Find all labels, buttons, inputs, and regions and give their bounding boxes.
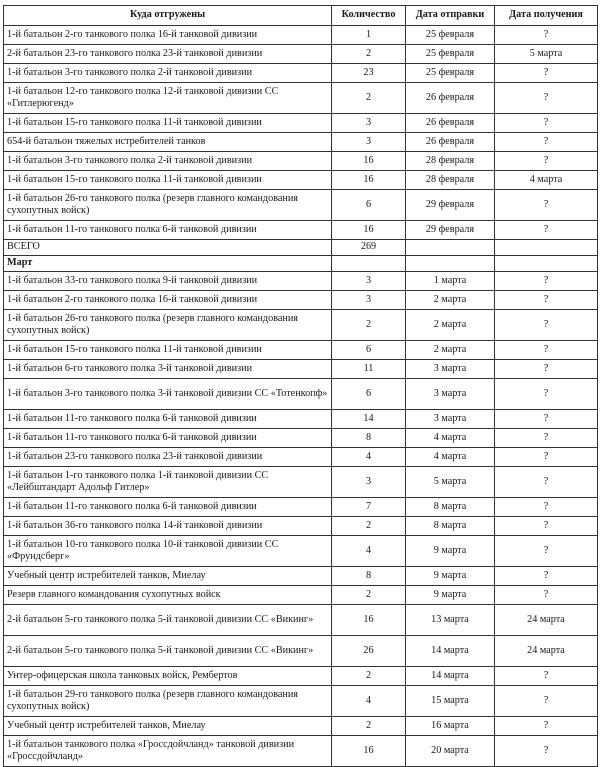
destination-cell: 1-й батальон 26-го танкового полка (резерв главного командования сухопутных войск)	[4, 190, 332, 221]
table-row	[4, 517, 598, 536]
receive-date-cell: ?	[495, 536, 598, 567]
receive-date-cell: ?	[495, 133, 598, 152]
quantity-cell: 2	[332, 586, 406, 605]
header-destination: Куда отгружены	[4, 6, 332, 26]
ship-date-cell: 28 февраля	[406, 171, 495, 190]
ship-date-cell: 26 февраля	[406, 83, 495, 114]
ship-date-cell: 4 марта	[406, 448, 495, 467]
ship-date-cell: 1 марта	[406, 272, 495, 291]
receive-date-cell: ?	[495, 686, 598, 717]
destination-cell: Унтер-офицерская школа танковых войск, Рембертов	[4, 667, 332, 686]
quantity-cell: 16	[332, 171, 406, 190]
ship-date-cell: 26 февраля	[406, 114, 495, 133]
receive-date-cell: ?	[495, 341, 598, 360]
ship-date-cell: 16 марта	[406, 717, 495, 736]
ship-date-cell: 8 марта	[406, 498, 495, 517]
ship-date-cell: 14 марта	[406, 667, 495, 686]
table-row	[4, 736, 598, 767]
destination-cell: 1-й батальон 3-го танкового полка 2-й танковой дивизии	[4, 64, 332, 83]
total-row	[4, 240, 598, 256]
quantity-cell: 2	[332, 83, 406, 114]
destination-cell: 1-й батальон 3-го танкового полка 2-й танковой дивизии	[4, 152, 332, 171]
header-quantity: Количество	[332, 6, 406, 26]
destination-cell: 1-й батальон 29-го танкового полка (резерв главного командования сухопутных войск)	[4, 686, 332, 717]
receive-date-cell: ?	[495, 498, 598, 517]
table-row	[4, 536, 598, 567]
table-row	[4, 567, 598, 586]
destination-cell: 2-й батальон 5-го танкового полка 5-й танковой дивизии СС «Викинг»	[4, 605, 332, 636]
receive-date-cell: ?	[495, 586, 598, 605]
destination-cell: 1-й батальон 36-го танкового полка 14-й танковой дивизии	[4, 517, 332, 536]
receive-date-cell: ?	[495, 379, 598, 410]
destination-cell: 1-й батальон 11-го танкового полка 6-й танковой дивизии	[4, 429, 332, 448]
ship-date-cell: 9 марта	[406, 586, 495, 605]
table-row	[4, 429, 598, 448]
total-empty-cell	[495, 240, 598, 256]
receive-date-cell: ?	[495, 448, 598, 467]
destination-cell: 1-й батальон 26-го танкового полка (резерв главного командования сухопутных войск)	[4, 310, 332, 341]
ship-date-cell: 2 марта	[406, 341, 495, 360]
ship-date-cell: 14 марта	[406, 636, 495, 667]
ship-date-cell: 3 марта	[406, 360, 495, 379]
destination-cell: 1-й батальон 11-го танкового полка 6-й танковой дивизии	[4, 221, 332, 240]
table-row	[4, 221, 598, 240]
quantity-cell: 3	[332, 291, 406, 310]
receive-date-cell: ?	[495, 310, 598, 341]
table-row	[4, 498, 598, 517]
quantity-cell: 6	[332, 379, 406, 410]
total-quantity: 269	[332, 240, 406, 256]
section-empty-cell	[332, 256, 406, 272]
receive-date-cell: ?	[495, 736, 598, 767]
quantity-cell: 4	[332, 448, 406, 467]
ship-date-cell: 25 февраля	[406, 45, 495, 64]
receive-date-cell: 5 марта	[495, 45, 598, 64]
quantity-cell: 3	[332, 133, 406, 152]
quantity-cell: 3	[332, 114, 406, 133]
receive-date-cell: ?	[495, 517, 598, 536]
receive-date-cell: ?	[495, 360, 598, 379]
destination-cell: Учебный центр истребителей танков, Миелау	[4, 717, 332, 736]
receive-date-cell: ?	[495, 152, 598, 171]
quantity-cell: 1	[332, 26, 406, 45]
section-label: Март	[4, 256, 332, 272]
quantity-cell: 2	[332, 517, 406, 536]
ship-date-cell: 26 февраля	[406, 133, 495, 152]
ship-date-cell: 15 марта	[406, 686, 495, 717]
quantity-cell: 4	[332, 686, 406, 717]
ship-date-cell: 28 февраля	[406, 152, 495, 171]
destination-cell: 1-й батальон 15-го танкового полка 11-й танковой дивизии	[4, 341, 332, 360]
table-row	[4, 341, 598, 360]
destination-cell: 1-й батальон 2-го танкового полка 16-й танковой дивизии	[4, 26, 332, 45]
receive-date-cell: ?	[495, 26, 598, 45]
february-rows	[4, 26, 598, 240]
quantity-cell: 16	[332, 605, 406, 636]
quantity-cell: 16	[332, 221, 406, 240]
receive-date-cell: ?	[495, 291, 598, 310]
section-empty-cell	[495, 256, 598, 272]
table-row	[4, 667, 598, 686]
table-row	[4, 64, 598, 83]
quantity-cell: 23	[332, 64, 406, 83]
quantity-cell: 3	[332, 272, 406, 291]
destination-cell: 654-й батальон тяжелых истребителей танков	[4, 133, 332, 152]
ship-date-cell: 20 марта	[406, 736, 495, 767]
total-label: ВСЕГО	[4, 240, 332, 256]
table-row	[4, 310, 598, 341]
ship-date-cell: 3 марта	[406, 379, 495, 410]
ship-date-cell: 25 февраля	[406, 64, 495, 83]
table-row	[4, 133, 598, 152]
table-row	[4, 114, 598, 133]
destination-cell: 2-й батальон 23-го танкового полка 23-й танковой дивизии	[4, 45, 332, 64]
destination-cell: 1-й батальон 1-го танкового полка 1-й танковой дивизии СС «Лейбштандарт Адольф Гитлер»	[4, 467, 332, 498]
table-row	[4, 467, 598, 498]
table-row	[4, 152, 598, 171]
quantity-cell: 2	[332, 667, 406, 686]
quantity-cell: 8	[332, 429, 406, 448]
receive-date-cell: ?	[495, 221, 598, 240]
quantity-cell: 26	[332, 636, 406, 667]
table-row	[4, 360, 598, 379]
receive-date-cell: ?	[495, 667, 598, 686]
table-row	[4, 717, 598, 736]
quantity-cell: 2	[332, 717, 406, 736]
quantity-cell: 2	[332, 45, 406, 64]
ship-date-cell: 3 марта	[406, 410, 495, 429]
destination-cell: 1-й батальон 15-го танкового полка 11-й танковой дивизии	[4, 171, 332, 190]
quantity-cell: 16	[332, 152, 406, 171]
ship-date-cell: 5 марта	[406, 467, 495, 498]
table-row	[4, 45, 598, 64]
quantity-cell: 6	[332, 190, 406, 221]
destination-cell: 1-й батальон 11-го танкового полка 6-й танковой дивизии	[4, 498, 332, 517]
table-row	[4, 26, 598, 45]
receive-date-cell: ?	[495, 83, 598, 114]
ship-date-cell: 25 февраля	[406, 26, 495, 45]
receive-date-cell: ?	[495, 272, 598, 291]
ship-date-cell: 29 февраля	[406, 221, 495, 240]
quantity-cell: 4	[332, 536, 406, 567]
table-row	[4, 190, 598, 221]
table-row	[4, 605, 598, 636]
destination-cell: 2-й батальон 5-го танкового полка 5-й танковой дивизии СС «Викинг»	[4, 636, 332, 667]
receive-date-cell: ?	[495, 190, 598, 221]
quantity-cell: 8	[332, 567, 406, 586]
table-row	[4, 272, 598, 291]
table-row	[4, 410, 598, 429]
quantity-cell: 7	[332, 498, 406, 517]
destination-cell: 1-й батальон 11-го танкового полка 6-й танковой дивизии	[4, 410, 332, 429]
receive-date-cell: ?	[495, 410, 598, 429]
table-row	[4, 636, 598, 667]
table-row	[4, 448, 598, 467]
destination-cell: 1-й батальон 3-го танкового полка 3-й танковой дивизии СС «Тотенкопф»	[4, 379, 332, 410]
total-empty-cell	[406, 240, 495, 256]
table-header-row	[4, 6, 598, 26]
receive-date-cell: 24 марта	[495, 605, 598, 636]
march-rows	[4, 272, 598, 767]
receive-date-cell: ?	[495, 64, 598, 83]
ship-date-cell: 2 марта	[406, 310, 495, 341]
shipment-table	[3, 5, 598, 767]
table-row	[4, 586, 598, 605]
destination-cell: Учебный центр истребителей танков, Миелау	[4, 567, 332, 586]
table-row	[4, 291, 598, 310]
destination-cell: 1-й батальон 15-го танкового полка 11-й танковой дивизии	[4, 114, 332, 133]
ship-date-cell: 9 марта	[406, 536, 495, 567]
destination-cell: 1-й батальон 12-го танкового полка 12-й танковой дивизии СС «Гитлерюгенд»	[4, 83, 332, 114]
section-header-march	[4, 256, 598, 272]
receive-date-cell: ?	[495, 429, 598, 448]
quantity-cell: 14	[332, 410, 406, 429]
destination-cell: Резерв главного командования сухопутных войск	[4, 586, 332, 605]
ship-date-cell: 13 марта	[406, 605, 495, 636]
table-row	[4, 171, 598, 190]
table-row	[4, 686, 598, 717]
receive-date-cell: 4 марта	[495, 171, 598, 190]
receive-date-cell: 24 марта	[495, 636, 598, 667]
destination-cell: 1-й батальон 23-го танкового полка 23-й танковой дивизии	[4, 448, 332, 467]
quantity-cell: 2	[332, 310, 406, 341]
table-row	[4, 379, 598, 410]
receive-date-cell: ?	[495, 114, 598, 133]
ship-date-cell: 8 марта	[406, 517, 495, 536]
destination-cell: 1-й батальон танкового полка «Гроссдойчланд» танковой дивизии «Гроссдойчланд»	[4, 736, 332, 767]
section-empty-cell	[406, 256, 495, 272]
destination-cell: 1-й батальон 2-го танкового полка 16-й танковой дивизии	[4, 291, 332, 310]
receive-date-cell: ?	[495, 467, 598, 498]
quantity-cell: 11	[332, 360, 406, 379]
quantity-cell: 3	[332, 467, 406, 498]
destination-cell: 1-й батальон 33-го танкового полка 9-й танковой дивизии	[4, 272, 332, 291]
quantity-cell: 16	[332, 736, 406, 767]
destination-cell: 1-й батальон 6-го танкового полка 3-й танковой дивизии	[4, 360, 332, 379]
destination-cell: 1-й батальон 10-го танкового полка 10-й танковой дивизии СС «Фрундсберг»	[4, 536, 332, 567]
quantity-cell: 6	[332, 341, 406, 360]
receive-date-cell: ?	[495, 717, 598, 736]
ship-date-cell: 29 февраля	[406, 190, 495, 221]
ship-date-cell: 4 марта	[406, 429, 495, 448]
ship-date-cell: 2 марта	[406, 291, 495, 310]
table-row	[4, 83, 598, 114]
header-ship-date: Дата отправки	[406, 6, 495, 26]
ship-date-cell: 9 марта	[406, 567, 495, 586]
receive-date-cell: ?	[495, 567, 598, 586]
header-receive-date: Дата получения	[495, 6, 598, 26]
